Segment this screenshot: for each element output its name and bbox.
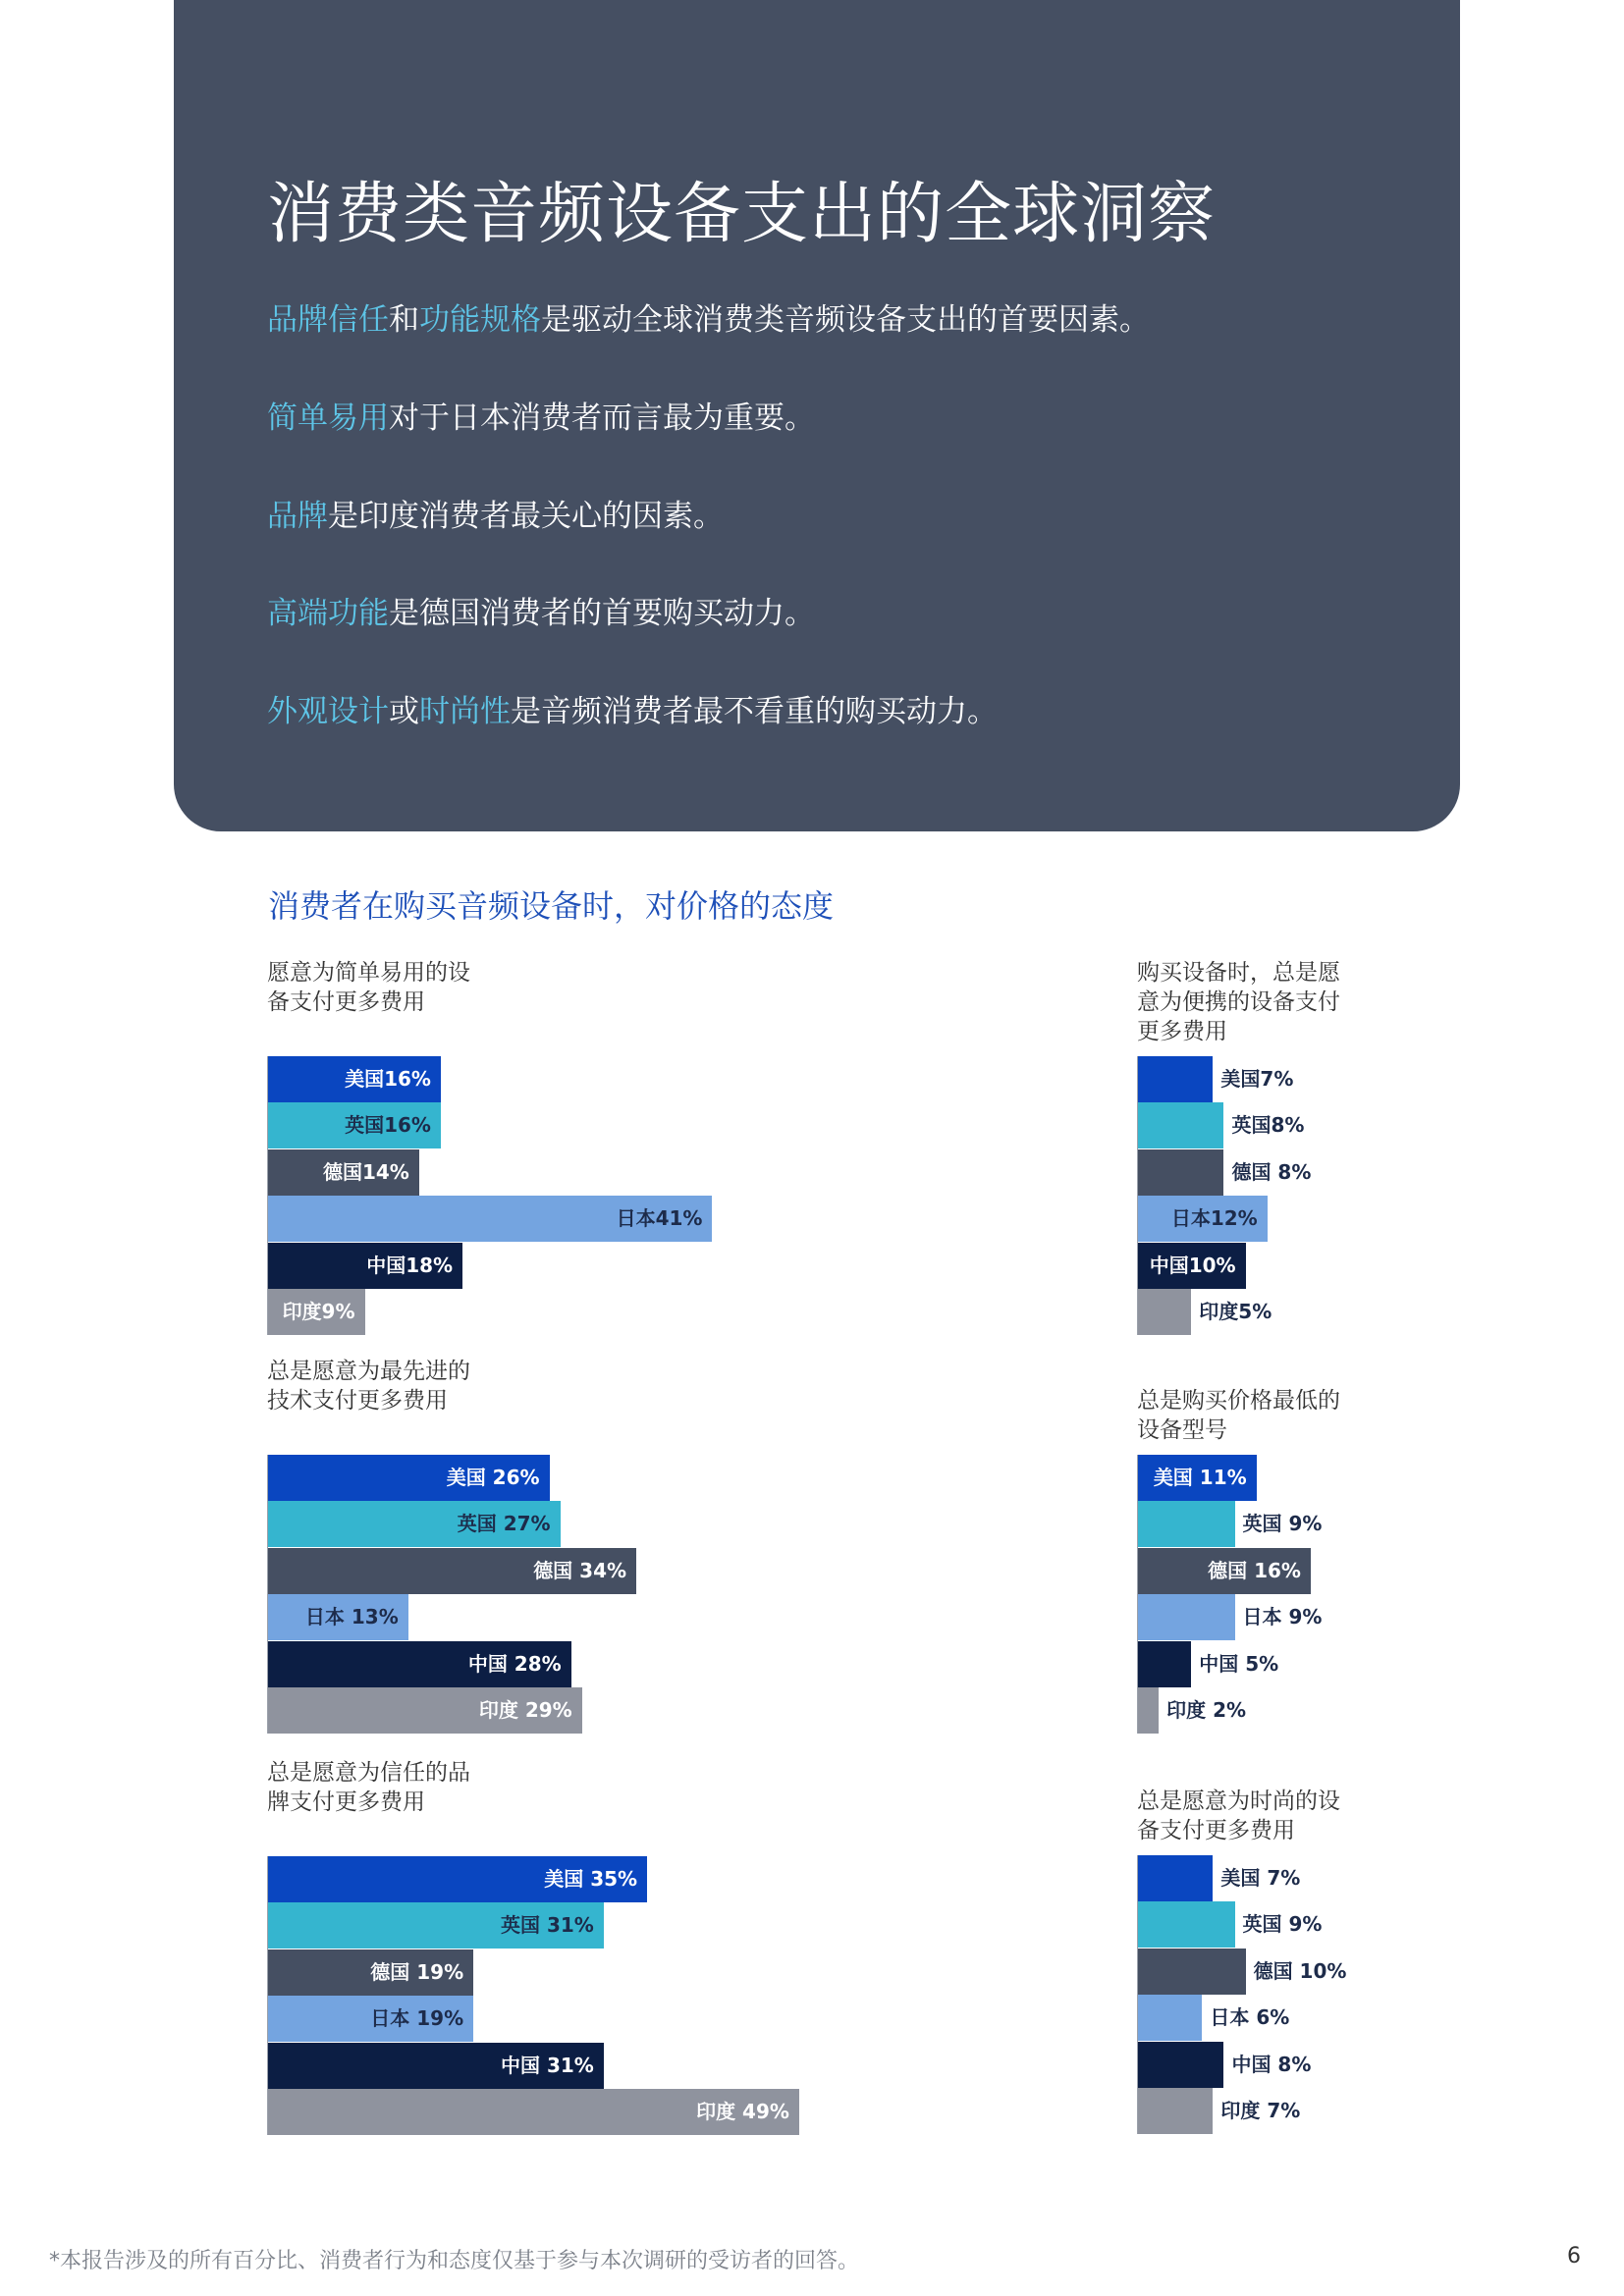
bar-china [1137, 2042, 1223, 2088]
highlight-text: 功能规格 [419, 302, 541, 338]
section-title: 消费者在购买音频设备时，对价格的态度 [268, 887, 835, 925]
bar-value-label: 中国 8% [1231, 2052, 1312, 2076]
footnote: *本报告涉及的所有百分比、消费者行为和态度仅基于参与本次调研的受访者的回答。 [49, 2249, 860, 2273]
highlight-text: 品牌 [267, 499, 328, 534]
bar-value-label: 英国 9% [1242, 1912, 1323, 1937]
bar-value-label: 印度 49% [696, 2100, 789, 2123]
y-axis-line [267, 1056, 268, 1335]
bar-value-label: 印度 2% [1166, 1698, 1247, 1722]
bar-area [1137, 1455, 1624, 1734]
bar-value-label: 英国 31% [501, 1913, 594, 1938]
bar-uk [1137, 1501, 1235, 1547]
bar-value-label: 德国14% [322, 1159, 409, 1184]
bar-value-label: 日本41% [616, 1206, 703, 1231]
highlight-text: 外观设计 [267, 694, 389, 729]
y-axis-line [1137, 1056, 1138, 1335]
bar-germany [1137, 1149, 1223, 1196]
y-axis-line [267, 1856, 268, 2135]
bar-value-label: 印度5% [1199, 1300, 1272, 1323]
chart-title: 总是愿意为最先进的技术支付更多费用 [267, 1359, 470, 1414]
bar-area [1137, 1855, 1624, 2134]
bar-value-label: 美国 7% [1220, 1866, 1301, 1890]
bar-value-label: 印度9% [282, 1300, 355, 1323]
bar-japan [1137, 1594, 1235, 1640]
insight-text: 对于日本消费者而言最为重要。 [389, 400, 815, 436]
bar-area [267, 1056, 856, 1335]
bar-value-label: 美国 11% [1153, 1466, 1247, 1489]
bar-value-label: 中国 31% [501, 2053, 594, 2077]
bar-us [1137, 1056, 1213, 1102]
insight-text: 是印度消费者最关心的因素。 [328, 499, 724, 534]
bar-area [1137, 1056, 1624, 1335]
bar-value-label: 德国 34% [533, 1558, 627, 1582]
chart-title: 总是愿意为时尚的设备支付更多费用 [1137, 1789, 1340, 1843]
bar-value-label: 美国 35% [544, 1867, 638, 1891]
bar-china [1137, 1641, 1191, 1687]
insight-text: 或 [389, 694, 419, 729]
bar-uk [1137, 1102, 1223, 1148]
bar-india [1137, 1289, 1191, 1335]
y-axis-line [1137, 1855, 1138, 2134]
bar-uk [1137, 1901, 1235, 1948]
bar-value-label: 中国18% [366, 1253, 454, 1277]
highlight-text: 时尚性 [419, 694, 511, 729]
hero-title: 消费类音频设备支出的全球洞察 [267, 176, 1217, 253]
insights-panel [174, 0, 1460, 831]
bar-value-label: 美国 26% [446, 1466, 540, 1489]
bar-value-label: 美国16% [345, 1067, 431, 1091]
bar-japan [1137, 1995, 1202, 2041]
chart-title: 购买设备时，总是愿意为便携的设备支付更多费用 [1137, 960, 1340, 1044]
bar-value-label: 日本 19% [370, 2006, 464, 2031]
bar-value-label: 英国16% [345, 1113, 431, 1138]
y-axis-line [267, 1455, 268, 1734]
insight-line-4 [267, 588, 815, 632]
bar-area [267, 1856, 856, 2135]
bar-value-label: 英国 9% [1242, 1512, 1323, 1536]
bar-value-label: 美国7% [1220, 1067, 1294, 1091]
highlight-text: 品牌信任 [267, 302, 389, 338]
insight-text: 是德国消费者的首要购买动力。 [389, 596, 815, 631]
insight-line-2 [267, 393, 815, 437]
bar-value-label: 印度 7% [1220, 2099, 1301, 2122]
insight-text: 是驱动全球消费类音频设备支出的首要因素。 [541, 302, 1150, 338]
bar-value-label: 日本 9% [1242, 1605, 1323, 1629]
bar-value-label: 德国 16% [1208, 1558, 1301, 1582]
bar-value-label: 英国 27% [457, 1512, 551, 1536]
bar-value-label: 中国 5% [1199, 1651, 1279, 1676]
bar-us [1137, 1855, 1213, 1901]
bar-value-label: 日本 6% [1210, 2005, 1290, 2030]
insight-line-3 [267, 491, 724, 535]
bar-value-label: 印度 29% [478, 1698, 572, 1722]
bar-india [1137, 1687, 1159, 1734]
bar-value-label: 德国 8% [1231, 1159, 1312, 1184]
bar-value-label: 德国 10% [1253, 1958, 1347, 1983]
bar-value-label: 英国8% [1231, 1113, 1305, 1138]
highlight-text: 高端功能 [267, 596, 389, 631]
bar-value-label: 日本12% [1170, 1206, 1258, 1231]
bar-germany [1137, 1949, 1246, 1995]
bar-india [1137, 2088, 1213, 2134]
chart-title: 总是愿意为信任的品牌支付更多费用 [267, 1760, 470, 1815]
insight-text: 和 [389, 302, 419, 338]
insight-line-1 [267, 294, 1150, 339]
page-number: 6 [1567, 2244, 1581, 2269]
insight-text: 是音频消费者最不看重的购买动力。 [511, 694, 998, 729]
chart-title: 总是购买价格最低的设备型号 [1137, 1388, 1340, 1443]
bar-area [267, 1455, 856, 1734]
bar-value-label: 德国 19% [370, 1959, 464, 1984]
highlight-text: 简单易用 [267, 400, 389, 436]
bar-value-label: 日本 13% [304, 1605, 399, 1629]
insight-line-5 [267, 686, 998, 730]
y-axis-line [1137, 1455, 1138, 1734]
bar-value-label: 中国10% [1149, 1253, 1236, 1277]
chart-title: 愿意为简单易用的设备支付更多费用 [267, 960, 470, 1015]
bar-value-label: 中国 28% [467, 1651, 562, 1676]
